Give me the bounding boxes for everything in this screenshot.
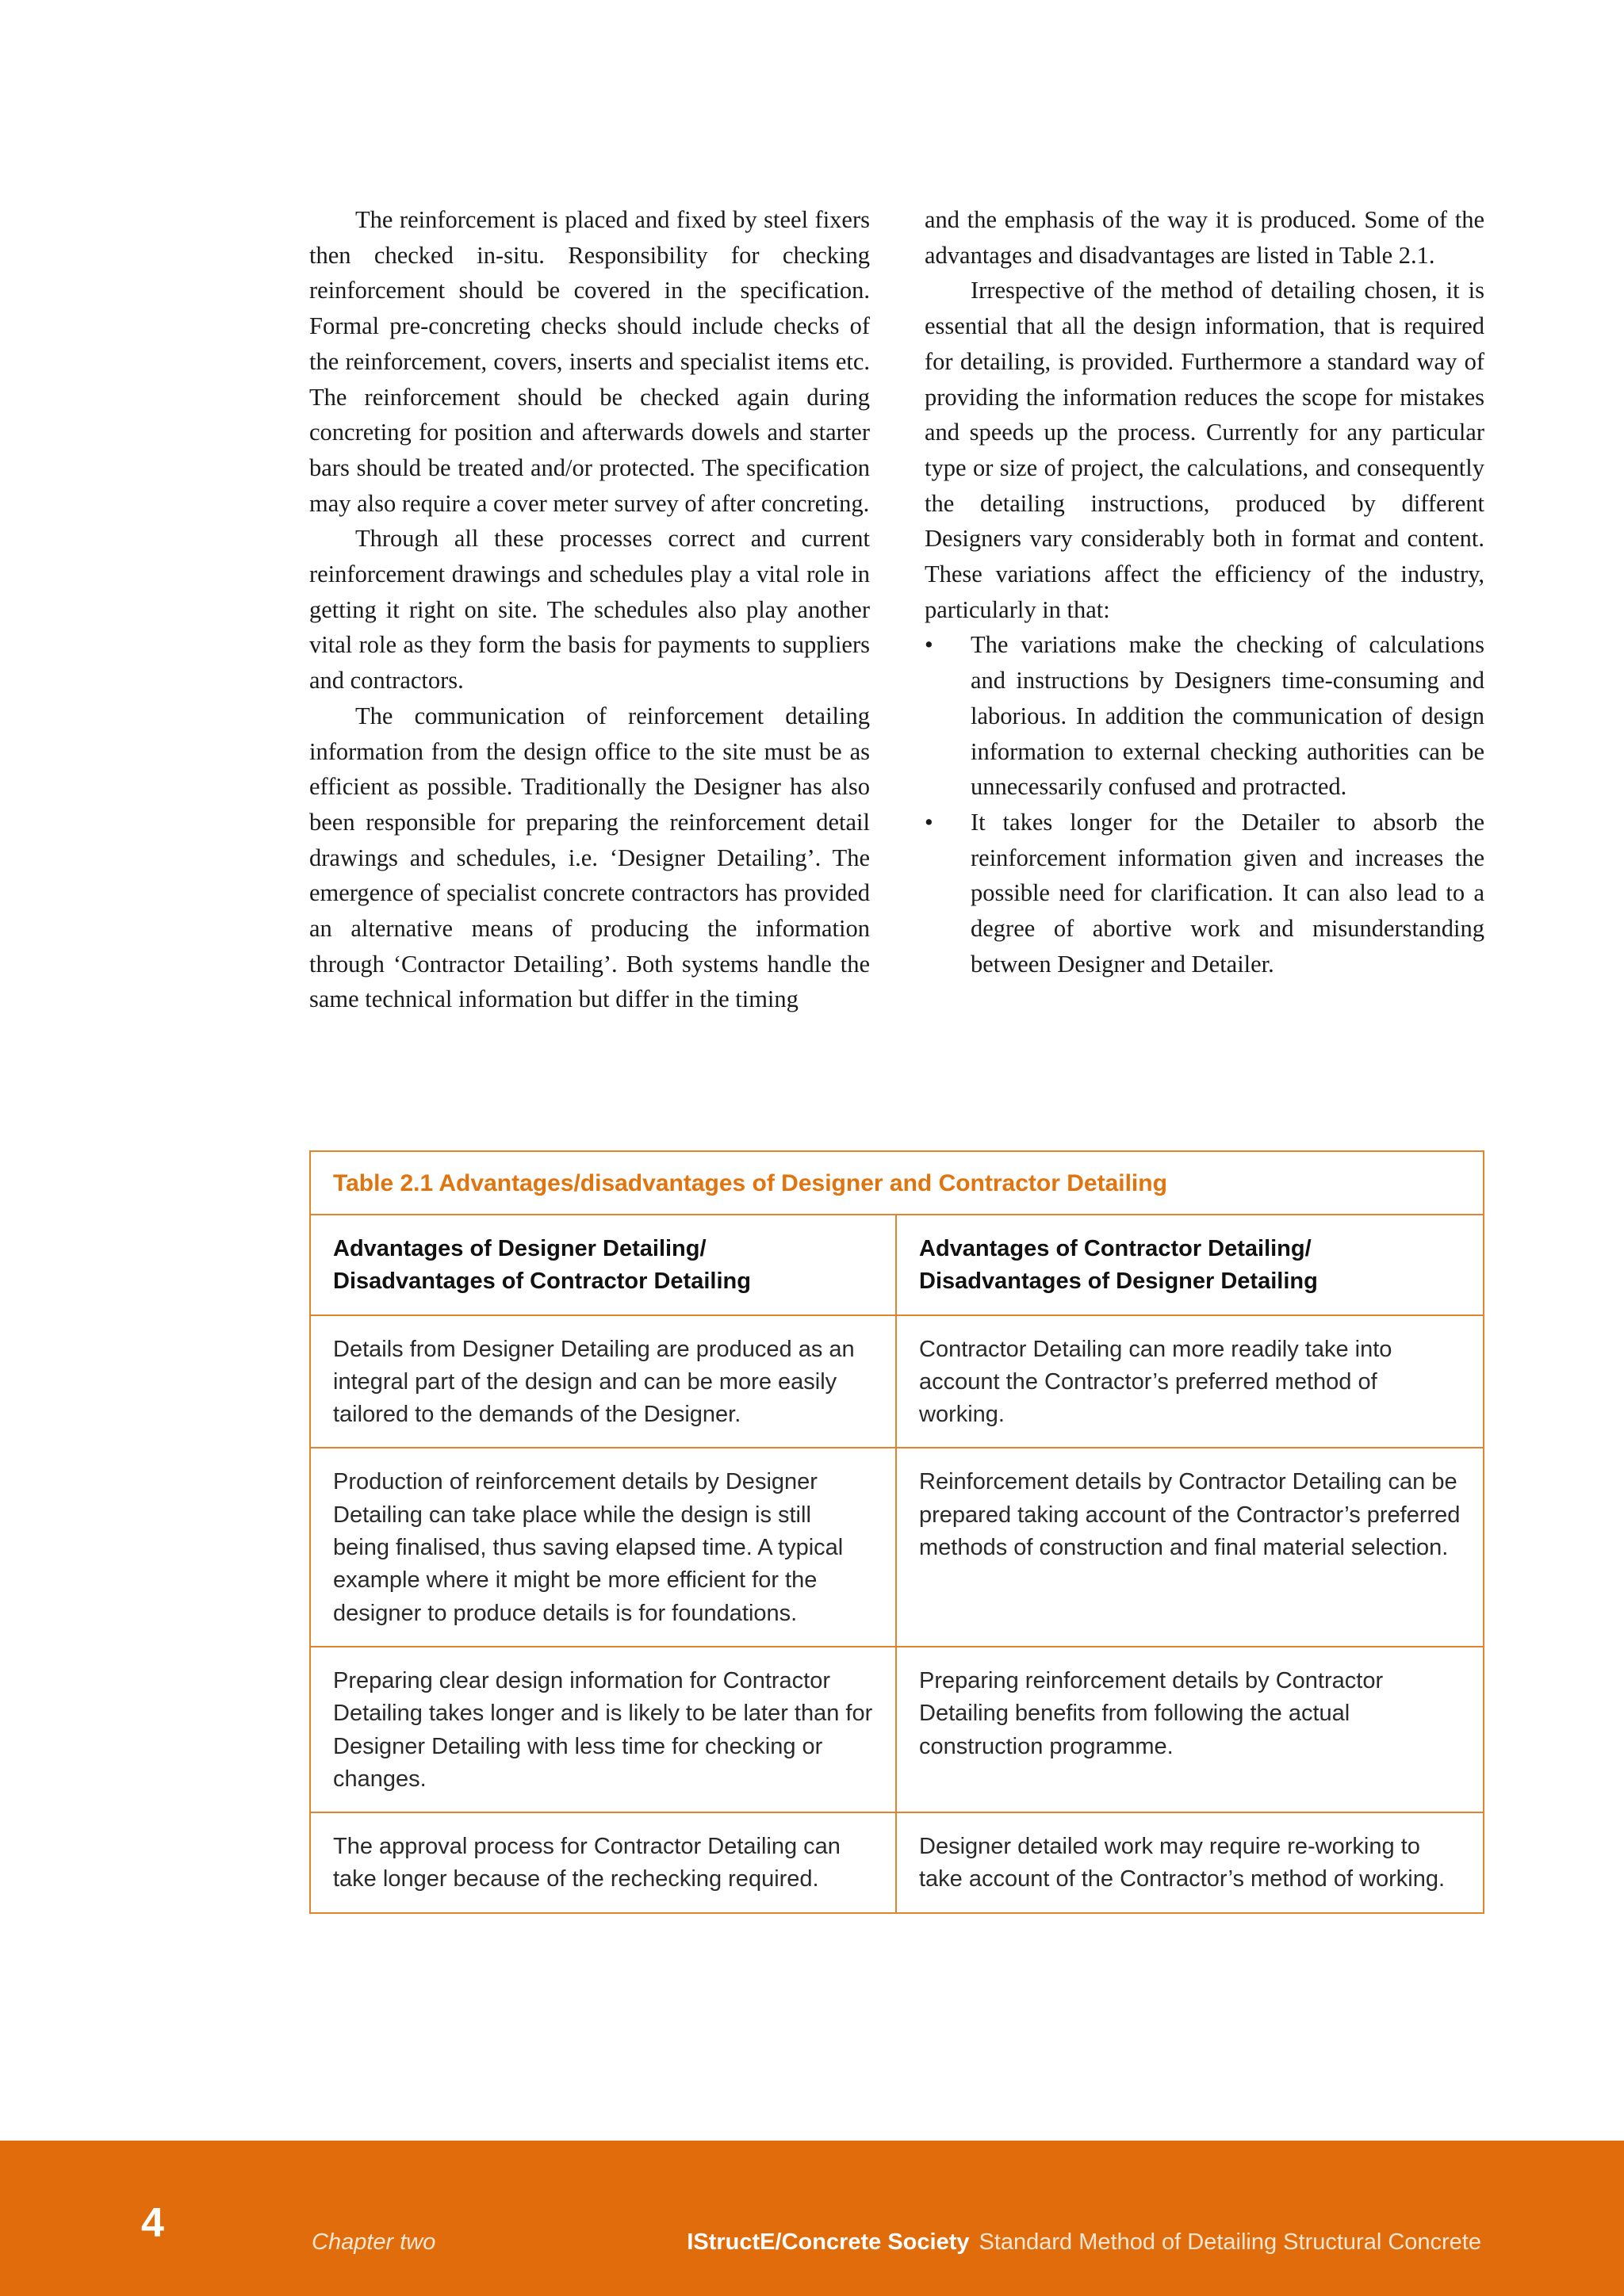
bullet-item: • The variations make the checking of calculations and instructions by Designers time-consuming and laborious. In addition the communication of design information to external checking authorities can be unnecessarily confused and protracted. (925, 627, 1484, 805)
body-paragraph: and the emphasis of the way it is produced. Some of the advantages and disadvantages are listed in Table 2.1. (925, 206, 1484, 269)
table-cell: Details from Designer Detailing are produced as an integral part of the design and can be more easily tailored to the demands of the Designer. (311, 1316, 897, 1448)
body-paragraph: The reinforcement is placed and fixed by steel fixers then checked in-situ. Responsibility for checking reinforcement should be covered in the specification. Formal pre-concreting checks should include checks of the reinforcement, covers, inserts and specialist items etc. The reinforcement should be checked again during concreting for position and afterwards dowels and starter bars should be treated and/or protected. The specification may also require a cover meter survey of after concreting. (309, 206, 870, 517)
page-number: 4 (141, 2200, 164, 2246)
table-cell: Preparing clear design information for Contractor Detailing takes longer and is likely to be later than for Designer Detailing with less time for checking or changes. (311, 1647, 897, 1812)
body-paragraph: Through all these processes correct and current reinforcement drawings and schedules play a vital role in getting it right on site. The schedules also play another vital role as they form the basis for payments to suppliers and contractors. (309, 525, 870, 695)
comparison-table (309, 1150, 1484, 1914)
bullet-list (925, 627, 1484, 982)
table-row (311, 1813, 1483, 1912)
table-header-cell: Advantages of Contractor Detailing/ Disadvantages of Designer Detailing (919, 1236, 1318, 1295)
table-row (311, 1647, 1483, 1813)
table-row (311, 1316, 1483, 1449)
table-cell: The approval process for Contractor Detailing can take longer because of the rechecking required. (311, 1813, 897, 1912)
table-cell: Production of reinforcement details by Designer Detailing can take place while the design is still being finalised, thus saving elapsed time. A typical example where it might be more efficient for the designer to produce details is for foundations. (311, 1448, 897, 1645)
publication-line (687, 2229, 1481, 2256)
table-cell: Designer detailed work may require re-working to take account of the Contractor’s method of working. (919, 1834, 1446, 1892)
right-text-column (925, 202, 1484, 982)
publisher-name: IStructE/Concrete Society (687, 2229, 970, 2255)
table-header-cell: Advantages of Designer Detailing/ Disadvantages of Contractor Detailing (311, 1215, 897, 1314)
body-paragraph: The communication of reinforcement detailing information from the design office to the site must be as efficient as possible. Traditionally the Designer has also been responsible for preparing the reinforcement detail drawings and schedules, i.e. ‘Designer Detailing’. The emergence of specialist concrete contractors has provided an alternative means of producing the information through ‘Contractor Detailing’. Both systems handle the same technical information but differ in the timing (309, 702, 870, 1013)
left-text-column (309, 202, 870, 1017)
body-paragraph: Irrespective of the method of detailing chosen, it is essential that all the design information, that is required for detailing, is provided. Furthermore a standard way of providing the information reduces the scope for mistakes and speeds up the process. Currently for any particular type or size of project, the calculations, and consequently the detailing instructions, produced by different Designers vary considerably both in format and content. These variations affect the efficiency of the industry, particularly in that: (925, 277, 1484, 623)
table-row (311, 1448, 1483, 1647)
table-cell: Preparing reinforcement details by Contractor Detailing benefits from following the actual construction programme. (919, 1667, 1384, 1759)
table-caption: Table 2.1 Advantages/disadvantages of Designer and Contractor Detailing (311, 1152, 1483, 1215)
table-cell: Contractor Detailing can more readily take into account the Contractor’s preferred method of working. (919, 1336, 1392, 1428)
table-header-row (311, 1215, 1483, 1316)
chapter-label: Chapter two (312, 2229, 436, 2255)
page-footer (0, 2141, 1624, 2296)
table-cell: Reinforcement details by Contractor Detailing can be prepared taking account of the Contractor’s preferred methods of construction and final material selection. (919, 1469, 1461, 1561)
bullet-item: • It takes longer for the Detailer to absorb the reinforcement information given and increases the possible need for clarification. It can also lead to a degree of abortive work and misunderstanding between Designer and Detailer. (925, 805, 1484, 982)
publication-title: Standard Method of Detailing Structural Concrete (979, 2229, 1481, 2255)
